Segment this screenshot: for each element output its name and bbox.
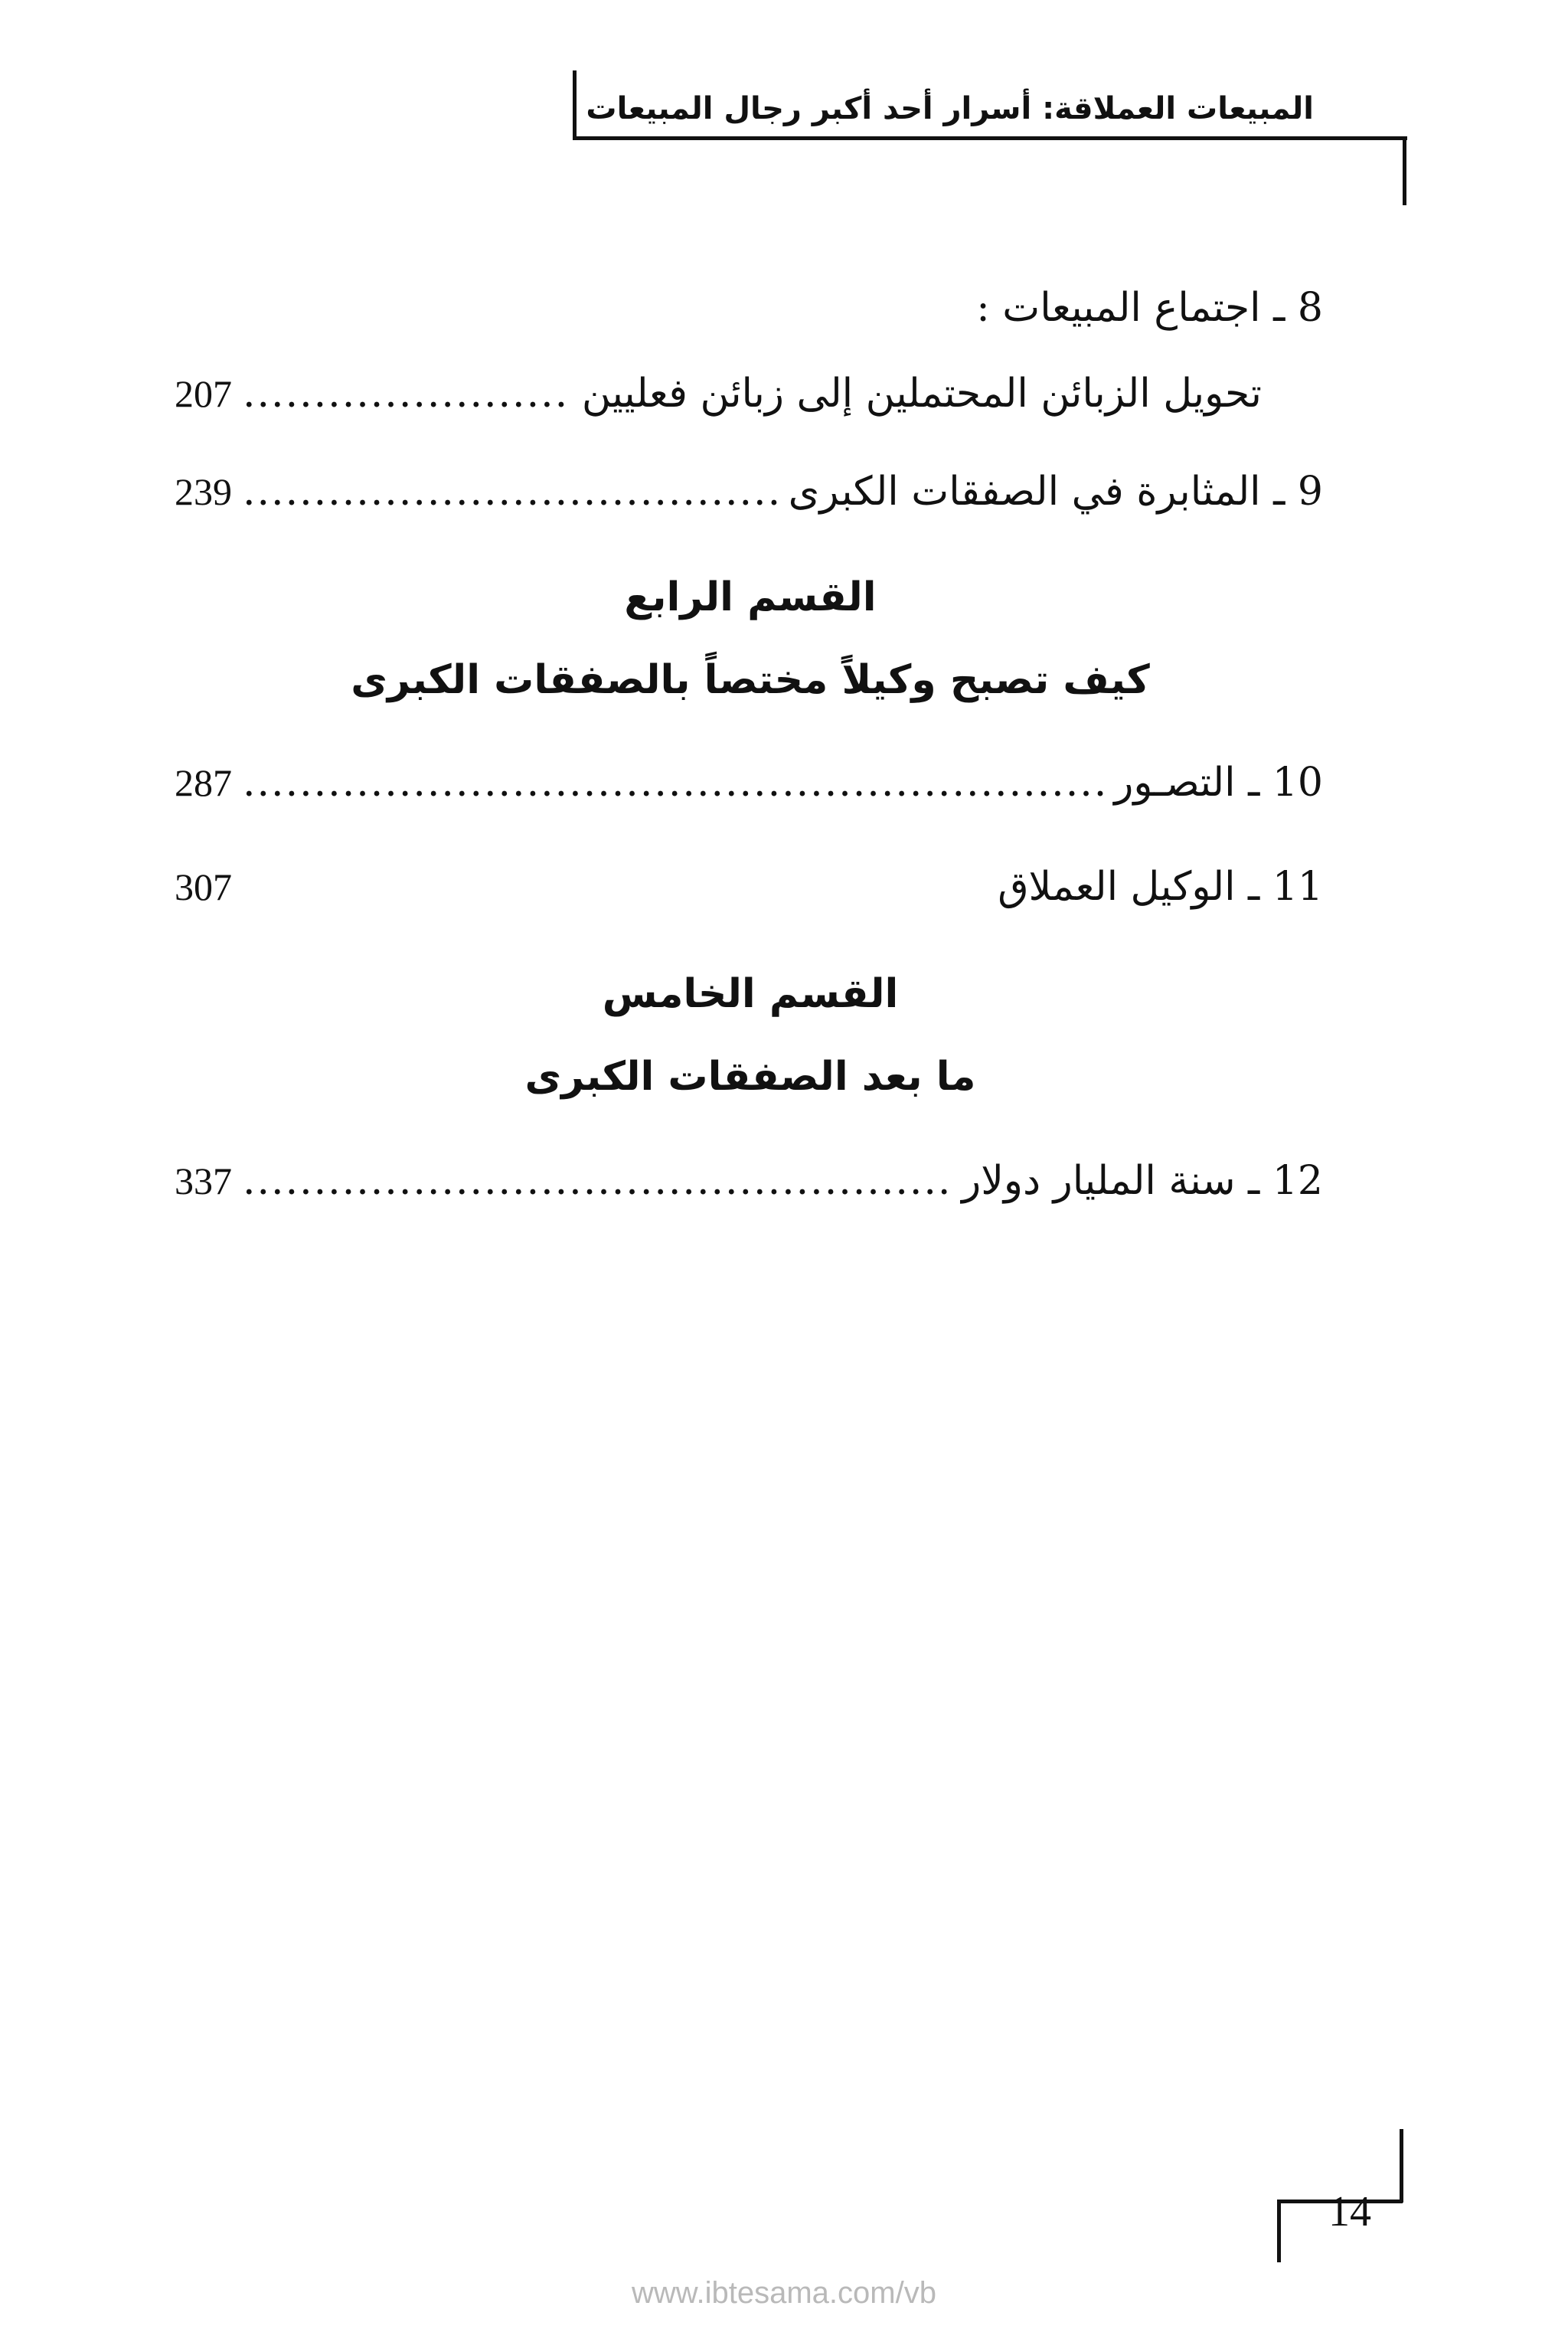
toc-entry-title: تحويل الزبائن المحتملين إلى زبائن فعليين xyxy=(581,371,1262,417)
toc-entry-8-subtitle xyxy=(175,363,1262,424)
toc-page-number: 287 xyxy=(175,761,232,804)
toc-entry-title: 11 ـ الوكيل العملاق xyxy=(998,864,1323,910)
toc-entry-10 xyxy=(175,752,1323,813)
toc-entry-9 xyxy=(175,461,1323,522)
toc-page-number: 207 xyxy=(175,372,232,415)
running-header: المبيعات العملاقة: أسرار أحد أكبر رجال المبيعات xyxy=(586,91,1314,126)
toc-entry-title: 12 ـ سنة المليار دولار xyxy=(962,1158,1323,1204)
toc-leader xyxy=(243,461,778,522)
toc-leader xyxy=(243,363,571,424)
toc-entry-title: 8 ـ اجتماع المبيعات : xyxy=(976,285,1323,331)
folio-rule-left xyxy=(1277,2200,1281,2262)
toc-entry-title: 9 ـ المثابرة في الصفقات الكبرى xyxy=(788,469,1323,515)
toc-entry-title: 10 ـ التصـور xyxy=(1114,760,1323,806)
toc-entry-11 xyxy=(175,856,1323,917)
watermark: www.ibtesama.com/vb xyxy=(632,2276,936,2310)
toc-page-number: 307 xyxy=(175,865,232,908)
section-subtitle: ما بعد الصفقات الكبرى xyxy=(524,1054,976,1100)
toc-page-number: 337 xyxy=(175,1159,232,1202)
header-rule xyxy=(573,136,1407,140)
page-number: 14 xyxy=(1328,2188,1371,2236)
section-subtitle: كيف تصبح وكيلاً مختصاً بالصفقات الكبرى xyxy=(351,657,1150,703)
toc-page-number: 239 xyxy=(175,470,232,513)
folio-rule-top xyxy=(1400,2129,1403,2203)
section-label: القسم الرابع xyxy=(624,574,877,620)
toc-leader xyxy=(243,752,1103,813)
toc-leader xyxy=(243,1150,951,1212)
toc-entry-8 xyxy=(175,277,1323,339)
section-label: القسم الخامس xyxy=(602,971,899,1017)
header-rule-right xyxy=(1403,136,1406,205)
header-rule-left xyxy=(573,70,577,139)
toc-entry-12 xyxy=(175,1150,1323,1212)
